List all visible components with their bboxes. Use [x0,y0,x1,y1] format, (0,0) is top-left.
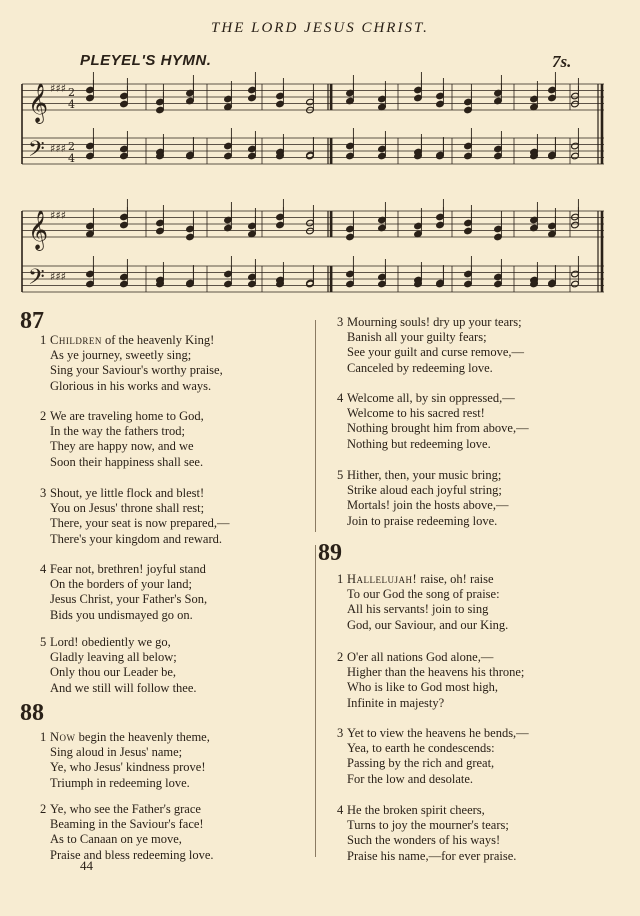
stanza-line-text: On the borders of your land; [50,577,192,592]
stanza-line-text: Glorious in his works and ways. [50,378,212,393]
stanza-line [40,730,210,745]
stanza-line-text: He the broken spirit cheers, [347,803,485,817]
music-glyph: 𝄞 [28,83,49,123]
stanza-line [40,592,207,607]
stanza [40,635,197,696]
stanza [40,333,223,394]
stanza-line-text: In the way the fathers trod; [50,424,186,439]
stanza-line-text: Now begin the heavenly theme, [50,730,210,744]
stanza-line [40,760,210,775]
stanza-line-text: Sing aloud in Jesus' name; [50,745,183,760]
stanza-number: 3 [337,315,344,329]
stanza-number: 3 [40,486,47,500]
stanza-line-text: Hither, then, your music bring; [347,468,502,482]
stanza-line-text: Welcome all, by sin oppressed,— [347,391,515,405]
stanza-line-text: They are happy now, and we [50,439,194,454]
stanza-line-text: All his servants! join to sing [347,602,489,617]
stanza-line [337,680,524,695]
stanza-line-text: Children of the heavenly King! [50,333,215,347]
stanza-line-text: Yet to view the heavens he bends,— [347,726,529,740]
music-glyph: 𝄞 [28,210,49,250]
stanza-line [40,802,214,817]
stanza-line-text: See your guilt and curse remove,— [347,345,525,360]
stanza-line [337,572,508,587]
stanza-number: 1 [40,730,47,744]
stanza-line [337,437,529,452]
stanza-line-text: To our God the song of praise: [347,587,500,602]
stanza-line [337,587,508,602]
running-head: THE LORD JESUS CHRIST. [211,20,429,36]
stanza-line-text: Triumph in redeeming love. [50,775,190,790]
stanza-line-text: There's your kingdom and reward. [50,531,222,546]
stanza-line [337,406,529,421]
stanza-line [337,498,508,513]
stanza-line [337,514,508,529]
stanza-line [40,817,214,832]
stanza-number: 4 [337,391,344,405]
stanza-line-text: Fear not, brethren! joyful stand [50,562,206,576]
stanza-line [337,741,529,756]
stanza-line [337,726,529,741]
stanza-line [40,516,229,531]
music-glyph: ♯♯♯ [50,82,66,95]
stanza-line-text: Such the wonders of his ways! [347,833,501,848]
stanza-line [40,665,197,680]
stanza-line-text: Gladly leaving all below; [50,650,177,665]
hymn-number-88: 88 [20,700,44,726]
stanza-number: 1 [40,333,47,347]
stanza-line-text: God, our Saviour, and our King. [347,617,509,632]
stanza-line-text: Welcome to his sacred rest! [347,406,485,421]
stanza-number: 5 [40,635,47,649]
stanza-line [337,361,524,376]
music-glyph: 𝄢 [28,137,45,167]
hymn-number-87: 87 [20,308,44,334]
stanza-number: 4 [337,803,344,817]
stanza [40,730,210,791]
stanza-line-text: Passing by the rich and great, [347,756,495,771]
stanza-line [40,635,197,650]
stanza-line-text: Mortals! join the hosts above,— [347,498,509,513]
stanza-line [40,455,204,470]
stanza-line-text: We are traveling home to God, [50,409,204,423]
stanza-line-text: Ye, who Jesus' kindness prove! [50,760,206,775]
stanza [337,572,508,633]
stanza-line [40,650,197,665]
stanza-line-text: Mourning souls! dry up your tears; [347,315,522,329]
stanza-line [40,776,210,791]
music-glyph: ♯♯♯ [50,142,66,155]
stanza-line-text: As ye journey, sweetly sing; [50,348,192,363]
stanza-line [337,833,516,848]
stanza [40,486,229,547]
stanza [40,562,207,623]
stanza-line [40,379,223,394]
stanza-line-text: Higher than the heavens his throne; [347,665,525,680]
stanza-line-text: Jesus Christ, your Father's Son, [50,592,208,607]
stanza-number: 5 [337,468,344,482]
stanza-line-text: Banish all your guilty fears; [347,330,487,345]
stanza-line-text: For the low and desolate. [347,771,474,786]
stanza-line [337,330,524,345]
music-glyph: 4 [68,152,75,165]
stanza-line [40,348,223,363]
hymn-number-89: 89 [318,540,342,566]
stanza-line [40,745,210,760]
stanza-line [337,803,516,818]
stanza-number: 2 [337,650,344,664]
stanza-line [40,608,207,623]
stanza-number: 4 [40,562,47,576]
stanza-line [40,577,207,592]
stanza-line-text: And we still will follow thee. [50,680,197,695]
stanza-line [40,681,197,696]
stanza [40,802,214,863]
stanza-line [337,650,524,665]
stanza [337,315,524,376]
music-glyph: 2 [68,86,75,99]
stanza-number: 2 [40,802,47,816]
stanza-line-text: Soon their happiness shall see. [50,454,204,469]
stanza-line [337,345,524,360]
stanza [337,391,529,452]
music-glyph: ♯♯♯ [50,270,66,283]
stanza-line [40,363,223,378]
page-number: 44 [80,858,93,873]
stanza-line-text: Praise and bless redeeming love. [50,847,214,862]
stanza-line [337,315,524,330]
music-glyph: 2 [68,140,75,153]
stanza-line-text: Bids you undismayed go on. [50,607,193,622]
stanza-line-text: Sing your Saviour's worthy praise, [50,363,223,378]
music-notation [0,0,640,310]
stanza-line-text: You on Jesus' throne shall rest; [50,501,205,516]
music-glyph: 4 [68,98,75,111]
stanza-line-text: Hallelujah! raise, oh! raise [347,572,494,586]
stanza-number: 3 [337,726,344,740]
stanza-line-text: O'er all nations God alone,— [347,650,494,664]
stanza-line-text: Ye, who see the Father's grace [50,802,201,816]
stanza-line [337,849,516,864]
stanza-line-text: Turns to joy the mourner's tears; [347,818,509,833]
stanza-line [40,832,214,847]
stanza-line [40,409,204,424]
stanza-line-text: Who is like to God most high, [347,680,499,695]
music-glyph: ♯♯♯ [50,209,66,222]
stanza-line [40,562,207,577]
stanza-line-text: Yea, to earth he condescends: [347,741,495,756]
column-divider [315,545,316,857]
stanza-line-text: Nothing but redeeming love. [347,436,491,451]
stanza-line-text: Lord! obediently we go, [50,635,171,649]
column-divider [315,320,316,532]
stanza-line [337,421,529,436]
stanza-line [40,486,229,501]
stanza-line-text: Nothing brought him from above,— [347,421,529,436]
stanza [337,468,508,529]
stanza-number: 1 [337,572,344,586]
stanza-line-text: As to Canaan on ye move, [50,832,182,847]
stanza-line [337,696,524,711]
stanza-line [337,756,529,771]
stanza-line [40,439,204,454]
stanza-line [337,483,508,498]
stanza-line-text: Canceled by redeeming love. [347,360,493,375]
stanza [337,803,516,864]
stanza-line [337,772,529,787]
stanza-number: 2 [40,409,47,423]
stanza-line [337,391,529,406]
stanza [40,409,204,470]
stanza-line [40,424,204,439]
stanza-line [40,848,214,863]
tune-name: PLEYEL'S HYMN. [80,52,212,69]
stanza-line-text: There, your seat is now prepared,— [50,516,230,531]
stanza-line-text: Beaming in the Saviour's face! [50,817,204,832]
stanza-line [337,602,508,617]
stanza-line-text: Strike aloud each joyful string; [347,483,502,498]
stanza [337,650,524,711]
stanza-line-text: Praise his name,—for ever praise. [347,848,517,863]
stanza [337,726,529,787]
stanza-line-text: Join to praise redeeming love. [347,513,498,528]
stanza-line [337,665,524,680]
stanza-line [337,818,516,833]
stanza-line [337,468,508,483]
stanza-line-text: Shout, ye little flock and blest! [50,486,205,500]
meter: 7s. [552,52,572,71]
stanza-line-text: Infinite in majesty? [347,695,445,710]
stanza-line [40,532,229,547]
music-glyph: 𝄢 [28,265,45,295]
stanza-line [40,333,223,348]
stanza-line-text: Only thou our Leader be, [50,665,177,680]
stanza-line [40,501,229,516]
stanza-line [337,618,508,633]
